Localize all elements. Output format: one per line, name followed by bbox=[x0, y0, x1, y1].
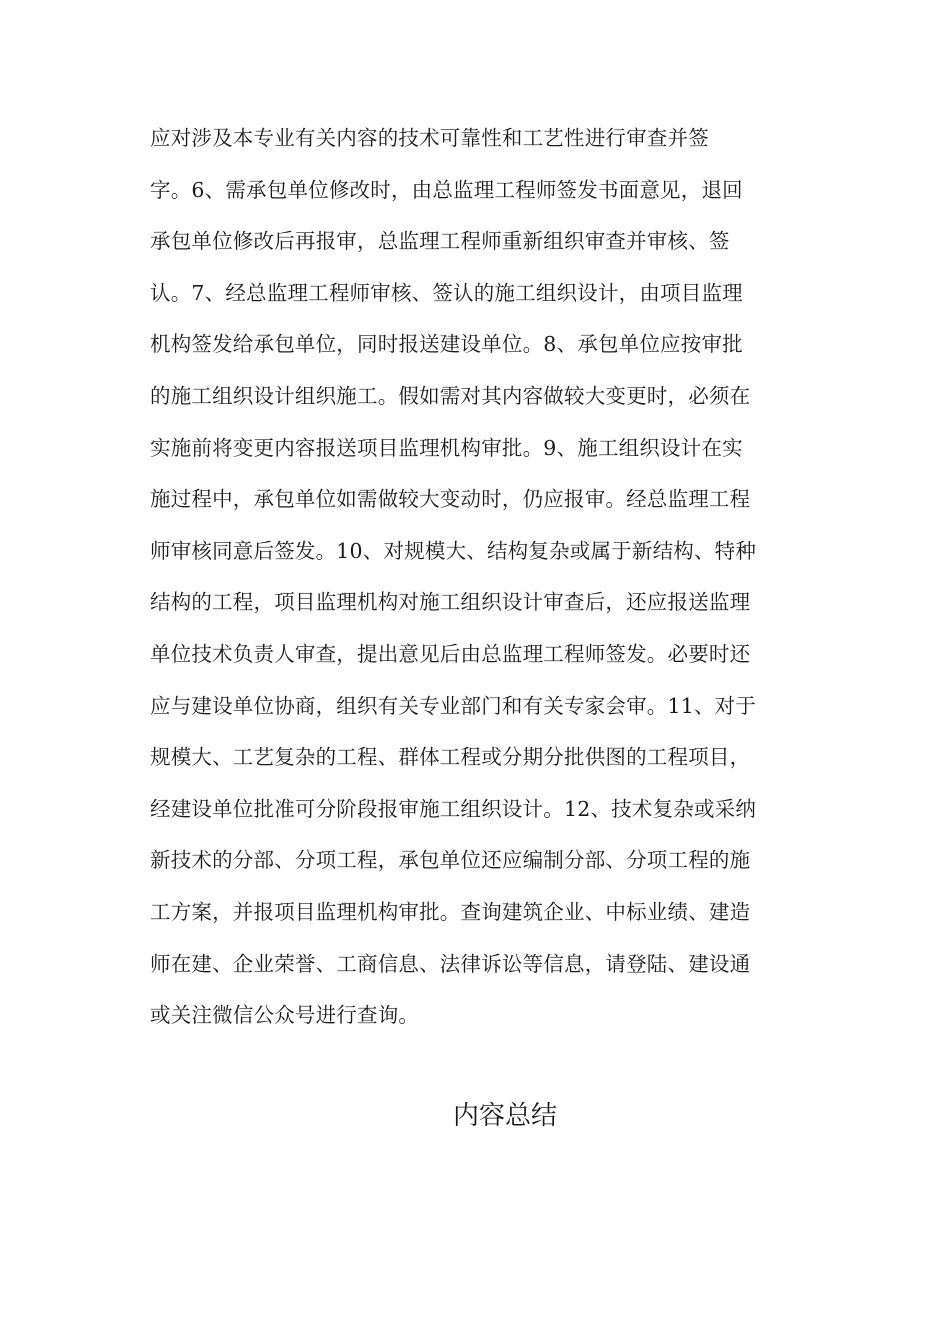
summary-heading: 内容总结 bbox=[452, 1101, 557, 1131]
text-line: 承包单位修改后再报审，总监理工程师重新组织审查并审核、签 bbox=[150, 229, 730, 254]
text-line: 实施前将变更内容报送项目监理机构审批。9、施工组织设计在实 bbox=[150, 435, 743, 460]
text-line: 施过程中，承包单位如需做较大变动时，仍应报审。经总监理工程 bbox=[150, 487, 751, 512]
text-line: 单位技术负责人审查，提出意见后由总监理工程师签发。必要时还 bbox=[150, 641, 751, 666]
text-line: 字。6、需承包单位修改时，由总监理工程师签发书面意见，退回 bbox=[150, 177, 743, 202]
body-paragraph bbox=[150, 115, 810, 1044]
text-line: 师在建、企业荣誉、工商信息、法律诉讼等信息，请登陆、建设通 bbox=[150, 951, 751, 976]
text-line: 或关注微信公众号进行查询。 bbox=[150, 1003, 420, 1028]
text-line: 师审核同意后签发。10、对规模大、结构复杂或属于新结构、特种 bbox=[150, 538, 757, 563]
text-line: 经建设单位批准可分阶段报审施工组织设计。12、技术复杂或采纳 bbox=[150, 796, 757, 821]
text-line: 机构签发给承包单位，同时报送建设单位。8、承包单位应按审批 bbox=[150, 332, 743, 357]
text-line: 工方案，并报项目监理机构审批。查询建筑企业、中标业绩、建造 bbox=[150, 899, 751, 924]
text-line: 应对涉及本专业有关内容的技术可靠性和工艺性进行审查并签 bbox=[150, 126, 709, 150]
text-line: 应与建设单位协商，组织有关专业部门和有关专家会审。11、对于 bbox=[150, 693, 757, 718]
text-line: 新技术的分部、分项工程，承包单位还应编制分部、分项工程的施 bbox=[150, 848, 751, 873]
text-line: 的施工组织设计组织施工。假如需对其内容做较大变更时，必须在 bbox=[150, 383, 751, 408]
text-line: 认。7、经总监理工程师审核、签认的施工组织设计，由项目监理 bbox=[150, 280, 743, 305]
text-line: 规模大、工艺复杂的工程、群体工程或分期分批供图的工程项目， bbox=[150, 745, 751, 770]
text-line: 结构的工程，项目监理机构对施工组织设计审查后，还应报送监理 bbox=[150, 590, 751, 615]
